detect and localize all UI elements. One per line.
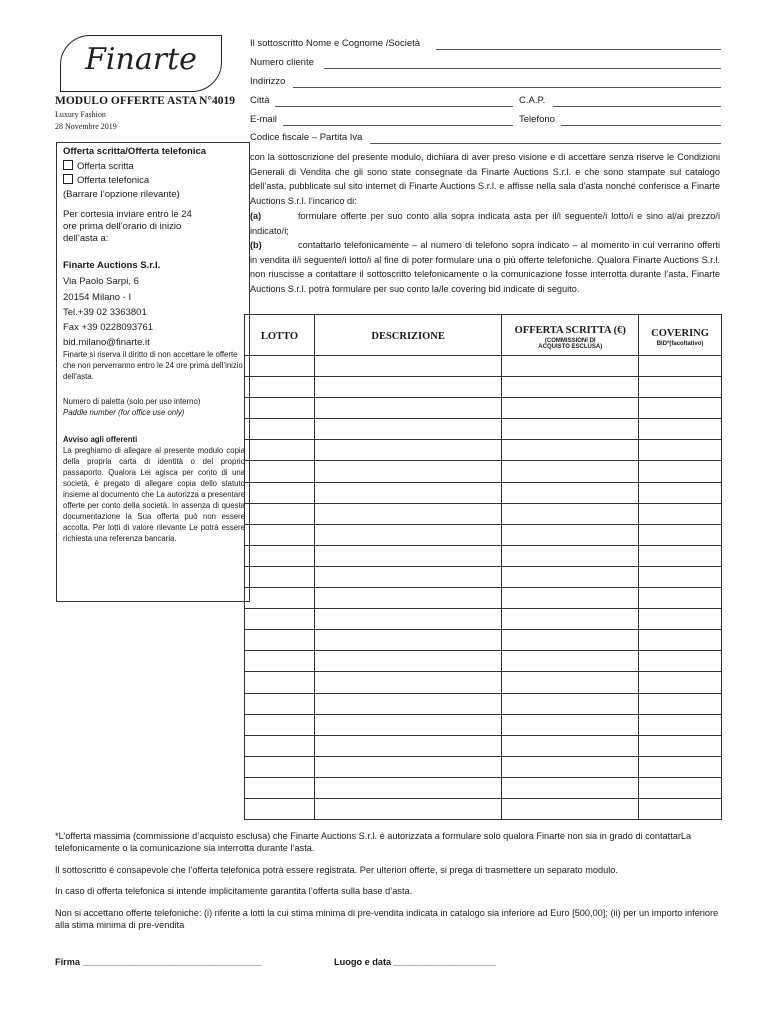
offer-cell[interactable] (502, 419, 639, 440)
table-row (245, 672, 722, 693)
lotto-cell[interactable] (245, 419, 315, 440)
covering-cell[interactable] (639, 756, 722, 777)
send-line-1: Per cortesia inviare entro le 24 (63, 209, 192, 220)
table-row (245, 524, 722, 545)
notice-text: La preghiamo di allegare al presente modulo copia della propria carta di identità o del proprio passaporto. Qualora Lei agisca per conto di una società, è pregato di allegare copia dello statuto insieme al documento che La autorizza a presentare offerte per conto della società. In assenza di questa documentazione la Sua offerta può non essere accolta. Per lotti di valore rilevante Le potrà essere richiesta una referenza bancaria. (63, 446, 245, 543)
finarte-logo (60, 35, 222, 92)
covering-cell[interactable] (639, 630, 722, 651)
footnote-recording: Il sottoscritto é consapevole che l’offerta telefonica potrà essere registrata. Per ulteriori offerte, si prega di trasmettere un separato modulo. (55, 865, 618, 875)
tax-input[interactable] (370, 143, 721, 144)
description-cell[interactable] (314, 693, 502, 714)
lotto-cell[interactable] (245, 777, 315, 798)
option-written[interactable] (63, 160, 245, 174)
offer-cell[interactable] (502, 461, 639, 482)
table-row (245, 377, 722, 398)
checkbox-phone[interactable] (63, 174, 73, 184)
description-cell[interactable] (314, 419, 502, 440)
offer-cell[interactable] (502, 545, 639, 566)
lotto-cell[interactable] (245, 566, 315, 587)
offer-cell[interactable] (502, 440, 639, 461)
company-fax: Fax +39 0228093761 (63, 322, 154, 333)
col-description (314, 315, 502, 356)
lotto-cell[interactable] (245, 651, 315, 672)
description-cell[interactable] (314, 609, 502, 630)
covering-cell[interactable] (639, 672, 722, 693)
intro-text: con la sottoscrizione del presente modulo, dichiara di aver preso visione e di accettare senza riserve le Condizioni Generali di Vendita che gli sono state consegnate da Finarte Auctions S.r.l. e che sono stampate sul catalogo dell’asta, pubblicate sul sito internet di Finarte Auctions S.r.l. e affisse nella sala d’asta nonché conferisce a Finarte Auctions S.r.l. l’incarico di: (250, 152, 720, 206)
col-lotto (245, 315, 315, 356)
cap-input[interactable] (553, 106, 721, 107)
offer-cell[interactable] (502, 798, 639, 819)
table-row (245, 651, 722, 672)
covering-cell[interactable] (639, 588, 722, 609)
client-label: Numero cliente (250, 57, 314, 68)
footnote-guarantee: In caso di offerta telefonica si intende implicitamente garantita l’offerta sulla base d’asta. (55, 886, 413, 896)
table-row (245, 588, 722, 609)
table-row (245, 398, 722, 419)
covering-cell[interactable] (639, 503, 722, 524)
lotto-cell[interactable] (245, 609, 315, 630)
lotto-cell[interactable] (245, 482, 315, 503)
covering-cell[interactable] (639, 356, 722, 377)
col-offer-sub1: (COMMISSIONI DI (544, 338, 596, 344)
client-input[interactable] (324, 68, 721, 69)
send-line-2: ore prima dell’orario di inizio (63, 221, 182, 232)
table-row (245, 609, 722, 630)
offer-cell[interactable] (502, 756, 639, 777)
table-row (245, 461, 722, 482)
col-description-label: DESCRIZIONE (371, 331, 445, 342)
description-cell[interactable] (314, 672, 502, 693)
offer-cell[interactable] (502, 714, 639, 735)
offer-cell[interactable] (502, 356, 639, 377)
paddle-label-en: Paddle number (for office use only) (63, 408, 185, 417)
clause-a-text: formulare offerte per suo conto alla sopra indicata asta per il/i seguente/i lotto/i e sino al/ai prezzo/i indicato/i; (250, 211, 720, 236)
description-cell[interactable] (314, 482, 502, 503)
description-cell[interactable] (314, 651, 502, 672)
checkbox-written[interactable] (63, 160, 73, 170)
table-row (245, 566, 722, 587)
clause-b-text: contattarlo telefonicamente – al numero di telefono sopra indicato – al momento in cui verranno offerti in vendita il/i seguente/i lotto/i al fine di poter formulare una o più offerte telefoniche. Qualora Finarte Auctions S.r.l. non riuscisse a contattare il sottoscritto telefonicamente o la comunicazione fosse interrotta durante l’asta, Finarte Auctions S.r.l. potrà formulare per suo conto la/le covering bid indicate di seguito. (250, 240, 720, 294)
signature-field[interactable]: Firma ___________________________________ (55, 957, 262, 967)
offer-cell[interactable] (502, 651, 639, 672)
offer-type-title: Offerta scritta/Offerta telefonica (63, 146, 207, 157)
lotto-cell[interactable] (245, 735, 315, 756)
covering-cell[interactable] (639, 440, 722, 461)
address-label: Indirizzo (250, 76, 286, 87)
rights-note: Finarte si riserva il diritto di non accettare le offerte che non perverranno entro le 24 ore prima dell’inizio dell’asta. (63, 350, 243, 381)
covering-cell[interactable] (639, 398, 722, 419)
covering-cell[interactable] (639, 609, 722, 630)
covering-cell[interactable] (639, 798, 722, 819)
table-row (245, 356, 722, 377)
table-row (245, 693, 722, 714)
description-cell[interactable] (314, 398, 502, 419)
table-row (245, 756, 722, 777)
clause-a (250, 209, 720, 238)
lotto-cell[interactable] (245, 503, 315, 524)
lotto-cell[interactable] (245, 524, 315, 545)
table-body (245, 356, 722, 820)
description-cell[interactable] (314, 440, 502, 461)
place-date-field[interactable]: Luogo e data ____________________ (334, 957, 496, 967)
footnote-restrictions: Non si accettano offerte telefoniche: (i) riferite a lotti la cui stima minima di pre-vendita indicata in catalogo sia inferiore ad Euro [500,00]; (ii) per un importo inferiore alla stima minima di pre-vendita (55, 908, 719, 930)
table-row (245, 735, 722, 756)
description-cell[interactable] (314, 566, 502, 587)
lotto-cell[interactable] (245, 461, 315, 482)
col-covering-sub: BID*(facoltativo) (656, 341, 704, 347)
footnote-covering: *L’offerta massima (commissione d’acquisto esclusa) che Finarte Auctions S.r.l. è autorizzata a formulare solo qualora Finarte non sia in grado di contattarLa telefonicamente o la comunicazione sia interrotta durante l’asta. (55, 831, 692, 853)
city-input[interactable] (275, 106, 513, 107)
description-cell[interactable] (314, 735, 502, 756)
cap-label: C.A.P. (519, 95, 546, 106)
sale-name: Luxury Fashion (55, 110, 106, 119)
table-row (245, 440, 722, 461)
option-hint: (Barrare l’opzione rilevante) (63, 189, 180, 200)
lotto-cell[interactable] (245, 588, 315, 609)
offer-cell[interactable] (502, 398, 639, 419)
offer-cell[interactable] (502, 735, 639, 756)
covering-cell[interactable] (639, 714, 722, 735)
offer-cell[interactable] (502, 693, 639, 714)
covering-cell[interactable] (639, 419, 722, 440)
offer-cell[interactable] (502, 503, 639, 524)
city-label: Città (250, 95, 270, 106)
table-row (245, 630, 722, 651)
description-cell[interactable] (314, 777, 502, 798)
instructions-box (56, 142, 250, 602)
description-cell[interactable] (314, 461, 502, 482)
lotto-cell[interactable] (245, 672, 315, 693)
lotto-cell[interactable] (245, 398, 315, 419)
form-title: MODULO OFFERTE ASTA N°4019 (55, 95, 236, 107)
lotto-cell[interactable] (245, 630, 315, 651)
description-cell[interactable] (314, 588, 502, 609)
address-input[interactable] (293, 87, 721, 88)
covering-cell[interactable] (639, 777, 722, 798)
offer-cell[interactable] (502, 672, 639, 693)
email-label: E-mail (250, 114, 277, 125)
option-phone[interactable] (63, 174, 245, 188)
phone-label: Telefono (519, 114, 555, 125)
col-lotto-label: LOTTO (260, 331, 299, 342)
description-cell[interactable] (314, 524, 502, 545)
company-address: Via Paolo Sarpi, 6 (63, 276, 139, 287)
col-offer-sub2: ACQUISTO ESCLUSA) (538, 344, 603, 350)
table-header (245, 315, 722, 356)
col-covering (639, 315, 722, 356)
company-city: 20154 Milano - I (63, 292, 132, 303)
description-cell[interactable] (314, 798, 502, 819)
phone-input[interactable] (561, 125, 721, 126)
company-email[interactable]: bid.milano@finarte.it (63, 337, 150, 348)
table-row (245, 482, 722, 503)
lotto-cell[interactable] (245, 756, 315, 777)
covering-cell[interactable] (639, 735, 722, 756)
name-input[interactable] (436, 49, 721, 50)
offer-cell[interactable] (502, 609, 639, 630)
covering-cell[interactable] (639, 482, 722, 503)
lotto-cell[interactable] (245, 693, 315, 714)
offer-cell[interactable] (502, 777, 639, 798)
covering-cell[interactable] (639, 693, 722, 714)
option-written-label: Offerta scritta (77, 161, 134, 172)
table-row (245, 419, 722, 440)
offer-cell[interactable] (502, 566, 639, 587)
name-label: Il sottoscritto Nome e Cognome /Società (250, 38, 421, 49)
table-row (245, 503, 722, 524)
email-input[interactable] (283, 125, 513, 126)
notice-title: Avviso agli offerenti (63, 435, 138, 444)
lotto-cell[interactable] (245, 714, 315, 735)
sale-date: 28 Novembre 2019 (55, 122, 117, 131)
lotto-cell[interactable] (245, 356, 315, 377)
description-cell[interactable] (314, 630, 502, 651)
clause-a-label: (a) (250, 211, 262, 221)
offer-cell[interactable] (502, 377, 639, 398)
lotto-cell[interactable] (245, 377, 315, 398)
tax-label: Codice fiscale – Partita Iva (250, 132, 363, 143)
description-cell[interactable] (314, 756, 502, 777)
description-cell[interactable] (314, 503, 502, 524)
col-offer-label: OFFERTA SCRITTA (€) (514, 325, 626, 336)
offer-cell[interactable] (502, 524, 639, 545)
offer-cell[interactable] (502, 588, 639, 609)
table-row (245, 714, 722, 735)
company-tel: Tel.+39 02 3363801 (63, 307, 147, 318)
table-row (245, 545, 722, 566)
logo-text: Finarte (85, 42, 197, 77)
send-line-3: dell’asta a: (63, 233, 109, 244)
offer-cell[interactable] (502, 630, 639, 651)
description-cell[interactable] (314, 714, 502, 735)
clause-b-label: (b) (250, 240, 262, 250)
col-covering-label: COVERING (651, 328, 709, 339)
offer-cell[interactable] (502, 482, 639, 503)
table-row (245, 777, 722, 798)
description-cell[interactable] (314, 356, 502, 377)
lots-table (244, 314, 722, 820)
lotto-cell[interactable] (245, 798, 315, 819)
col-offer (502, 315, 639, 356)
lotto-cell[interactable] (245, 440, 315, 461)
covering-cell[interactable] (639, 461, 722, 482)
lotto-cell[interactable] (245, 545, 315, 566)
table-row (245, 798, 722, 819)
company-name: Finarte Auctions S.r.l. (63, 260, 161, 271)
description-cell[interactable] (314, 545, 502, 566)
covering-cell[interactable] (639, 524, 722, 545)
paddle-label: Numero di paletta (solo per uso interno) (63, 397, 201, 406)
covering-cell[interactable] (639, 377, 722, 398)
description-cell[interactable] (314, 377, 502, 398)
covering-cell[interactable] (639, 651, 722, 672)
covering-cell[interactable] (639, 545, 722, 566)
covering-cell[interactable] (639, 566, 722, 587)
option-phone-label: Offerta telefonica (77, 175, 150, 186)
clause-b (250, 238, 720, 296)
